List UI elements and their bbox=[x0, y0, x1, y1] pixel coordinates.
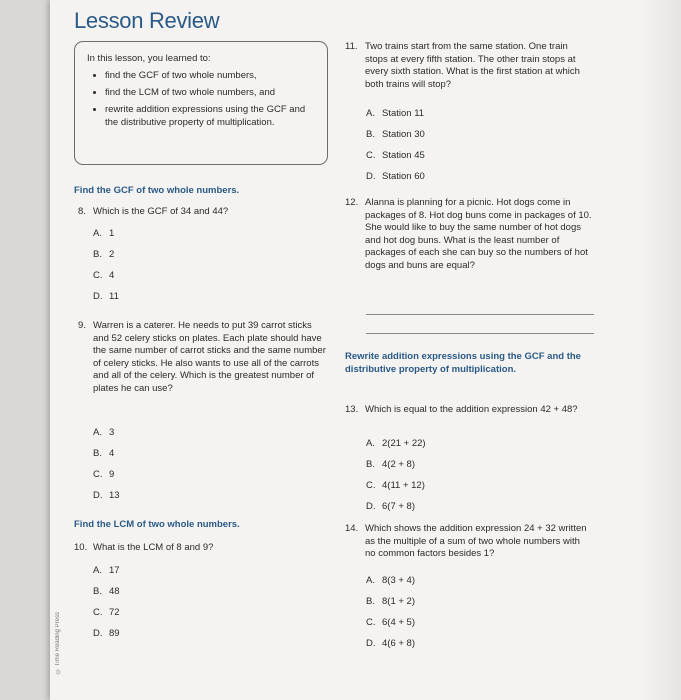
q13-option-a[interactable]: A. 2(21 + 22) bbox=[366, 438, 426, 449]
question-number: 11. bbox=[345, 41, 358, 52]
question-number: 9. bbox=[78, 320, 86, 331]
q14-option-b[interactable]: B. 8(1 + 2) bbox=[366, 596, 416, 607]
question-13 bbox=[345, 404, 585, 417]
q11-option-d[interactable]: D. Station 60 bbox=[366, 171, 425, 182]
question-11 bbox=[345, 41, 585, 91]
question-text: Which is equal to the addition expression 42 + 48? bbox=[365, 404, 578, 415]
heading-rewrite: Rewrite addition expressions using the GCF and the distributive property of multiplication. bbox=[345, 351, 581, 375]
q10-option-b[interactable]: B. 48 bbox=[93, 586, 120, 597]
q13-option-d[interactable]: D. 6(7 + 8) bbox=[366, 501, 416, 512]
heading-lcm: Find the LCM of two whole numbers. bbox=[74, 519, 240, 530]
q10-option-c[interactable]: C. 72 bbox=[93, 607, 120, 618]
q9-option-d[interactable]: D. 13 bbox=[93, 490, 120, 501]
answer-line[interactable] bbox=[366, 333, 594, 334]
q9-option-b[interactable]: B. 4 bbox=[93, 448, 115, 459]
summary-item: • rewrite addition expressions using the GCF and the distributive property of multiplication. bbox=[105, 103, 317, 129]
question-14 bbox=[345, 523, 590, 561]
q14-option-c[interactable]: C. 6(4 + 5) bbox=[366, 617, 416, 628]
question-number: 13. bbox=[345, 404, 359, 415]
question-text: Two trains start from the same station. One train stops at every fifth station. The other train stops at every sixth station. What is the first station at which both trains will stop? bbox=[365, 41, 580, 90]
question-number: 8. bbox=[78, 206, 86, 217]
summary-intro: In this lesson, you learned to: bbox=[87, 53, 211, 64]
q10-option-d[interactable]: D. 89 bbox=[93, 628, 120, 639]
q8-option-a[interactable]: A. 1 bbox=[93, 228, 115, 239]
question-number: 10. bbox=[74, 542, 88, 553]
lesson-summary-box bbox=[74, 41, 328, 165]
question-text: Which shows the addition expression 24 + 32 written as the multiple of a sum of two whole numbers with no common factors besides 1? bbox=[365, 523, 587, 559]
question-text: Which is the GCF of 34 and 44? bbox=[93, 206, 229, 217]
question-number: 12. bbox=[345, 197, 359, 208]
binding-credit bbox=[55, 612, 69, 700]
question-text: Alanna is planning for a picnic. Hot dogs come in packages of 8. Hot dog buns come in packages of 10. She would like to buy the same number of hot dogs and hot dog buns. What is the least number of packages of each she can buy so the numbers of hot dogs and buns are equal? bbox=[365, 197, 592, 271]
q11-option-a[interactable]: A. Station 11 bbox=[366, 108, 425, 119]
question-10 bbox=[74, 542, 324, 555]
q11-option-c[interactable]: C. Station 45 bbox=[366, 150, 425, 161]
question-8 bbox=[78, 206, 328, 219]
page-title: Lesson Review bbox=[74, 8, 220, 33]
q14-option-a[interactable]: A. 8(3 + 4) bbox=[366, 575, 416, 586]
q11-option-b[interactable]: B. Station 30 bbox=[366, 129, 425, 140]
summary-item: • find the GCF of two whole numbers, bbox=[105, 69, 317, 82]
heading-gcf: Find the GCF of two whole numbers. bbox=[74, 185, 240, 196]
question-9 bbox=[78, 320, 328, 395]
q10-option-a[interactable]: A. 17 bbox=[93, 565, 120, 576]
binding-text: © Time Reading Press bbox=[55, 612, 61, 674]
question-text: What is the LCM of 8 and 9? bbox=[93, 542, 214, 553]
summary-list bbox=[87, 69, 317, 129]
question-12 bbox=[345, 197, 597, 272]
answer-line[interactable] bbox=[366, 314, 594, 315]
q8-option-b[interactable]: B. 2 bbox=[93, 249, 115, 260]
q14-option-d[interactable]: D. 4(6 + 8) bbox=[366, 638, 416, 649]
q8-option-d[interactable]: D. 11 bbox=[93, 291, 119, 302]
q9-option-c[interactable]: C. 9 bbox=[93, 469, 115, 480]
summary-item: • find the LCM of two whole numbers, and bbox=[105, 86, 317, 99]
question-text: Warren is a caterer. He needs to put 39 carrot sticks and 52 celery sticks on plates. Each plate should have the same number of carrot sticks and the same number of celery sticks. He also wants to use all of the carrots and all of the celery. Which is the greatest number of plates he can use? bbox=[93, 320, 326, 394]
page-shadow bbox=[641, 0, 681, 700]
q8-option-c[interactable]: C. 4 bbox=[93, 270, 115, 281]
q9-option-a[interactable]: A. 3 bbox=[93, 427, 115, 438]
q13-option-c[interactable]: C. 4(11 + 12) bbox=[366, 480, 425, 491]
q13-option-b[interactable]: B. 4(2 + 8) bbox=[366, 459, 416, 470]
question-number: 14. bbox=[345, 523, 359, 534]
